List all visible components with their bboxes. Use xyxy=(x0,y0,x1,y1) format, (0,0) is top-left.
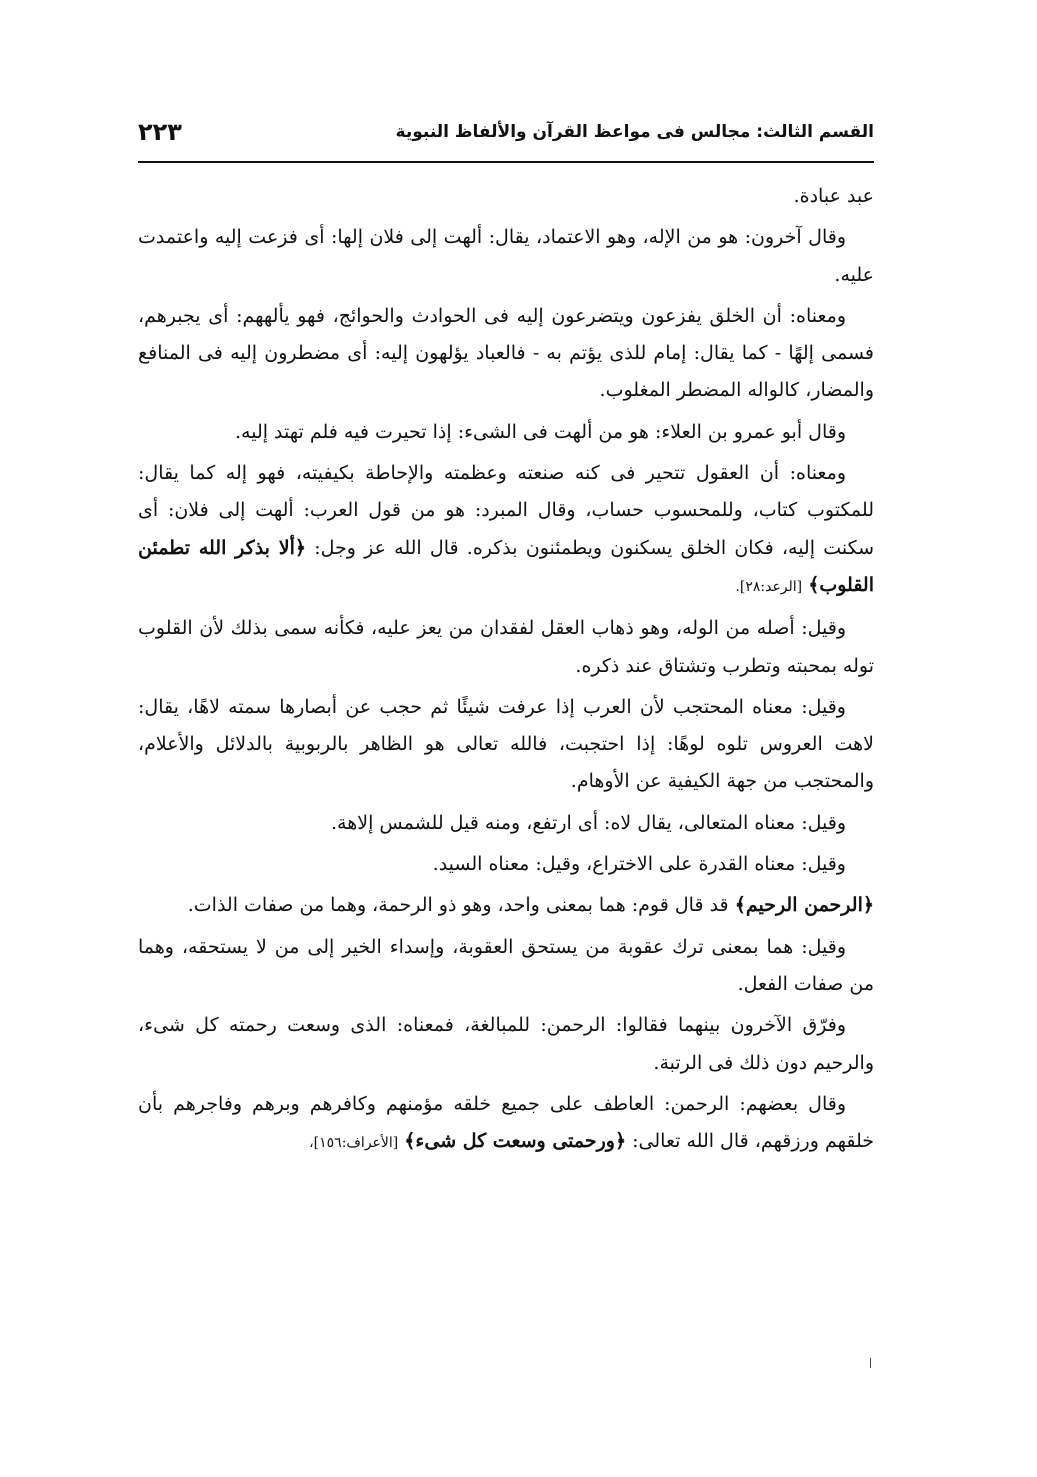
paragraph: وقيل: معناه المتعالى، يقال لاه: أى ارتفع، ومنه قيل للشمس إلاهة. xyxy=(330,811,846,834)
quran-quote: ﴿الرحمن الرحيم﴾ xyxy=(734,894,874,917)
paragraph: ﴿الرحمن الرحيم﴾ قد قال قوم: هما بمعنى واحد، وهو ذو الرحمة، وهما من صفات الذات. xyxy=(187,894,874,917)
paragraph: وفرّق الآخرون بينهما فقالوا: الرحمن: للمبالغة، فمعناه: الذى وسعت رحمته كل شىء، والرحيم دون ذلك فى الرتبة. xyxy=(138,1014,874,1074)
header-divider xyxy=(138,161,874,163)
quran-quote: ﴿ورحمتى وسعت كل شىء﴾ xyxy=(404,1130,627,1153)
paragraph: عبد عبادة. xyxy=(793,185,874,207)
paragraph: وقيل: معناه القدرة على الاختراع، وقيل: معناه السيد. xyxy=(432,853,846,876)
header-title: القسم الثالث: مجالس فى مواعظ القرآن والألفاظ النبوية xyxy=(395,122,874,142)
paragraph: وقيل: أصله من الوله، وهو ذهاب العقل لفقدان من يعز عليه، فكأنه سمى بذلك لأن القلوب توله بمحبته وتطرب وتشتاق عند ذكره. xyxy=(138,617,874,677)
paragraph: وقيل: هما بمعنى ترك عقوبة من يستحق العقوبة، وإسداء الخير إلى من لا يستحقه، وهما من صفات الفعل. xyxy=(138,935,874,995)
quran-quote: ﴿ألا بذكر الله تطمئن القلوب﴾ xyxy=(138,536,874,596)
paragraph: وقال آخرون: هو من الإله، وهو الاعتماد، يقال: ألهت إلى فلان إلها: أى فزعت إليه واعتمدت عليه. xyxy=(138,226,874,286)
paragraph: وقال أبو عمرو بن العلاء: هو من ألهت فى الشىء: إذا تحيرت فيه فلم تهتد إليه. xyxy=(234,420,846,443)
paragraph: وقيل: معناه المحتجب لأن العرب إذا عرفت شيئًا ثم حجب عن أبصارها سمته لاهًا، يقال: لاهت العروس تلوه لوهًا: إذا احتجبت، فالله تعالى هو الظاهر بالربوبية بالدلائل والأعلام، والمحتجب من جهة الكيفية عن الأوهام. xyxy=(138,695,874,793)
running-header xyxy=(138,118,874,154)
page-body xyxy=(138,178,874,1166)
paragraph: ومعناه: أن الخلق يفزعون ويتضرعون إليه فى الحوادث والحوائج، فهو يألههم: أى يجبرهم، فسمى إلهًا - كما يقال: إمام للذى يؤتم به - فالعباد يؤلهون إليه: أى مضطرون إليه فى المنافع والمضار، كالواله المضطر المغلوب. xyxy=(138,304,874,402)
verse-citation: [الأعراف:١٥٦]، xyxy=(309,1135,399,1152)
paragraph: ومعناه: أن العقول تتحير فى كنه صنعته وعظمته والإحاطة بكيفيته، فهو إله كما يقال: للمكتوب كتاب، وللمحسوب حساب، وقال المبرد: هو من قول العرب: ألهت إلى فلان: أى سكنت إليه، فكان الخلق يسكنون ويطمئنون بذكره. قال الله عز وجل: ﴿ألا بذكر الله تطمئن القلوب﴾ [الرعد:٢٨]. xyxy=(138,462,874,596)
verse-citation: [الرعد:٢٨]. xyxy=(735,578,803,595)
page-number: ٢٢٣ xyxy=(138,118,182,146)
scan-mark xyxy=(870,1358,871,1368)
paragraph: وقال بعضهم: الرحمن: العاطف على جميع خلقه مؤمنهم وكافرهم وبرهم وفاجرهم بأن خلقهم ورزقهم، قال الله تعالى: ﴿ورحمتى وسعت كل شىء﴾ [الأعراف:١٥٦]، xyxy=(138,1092,874,1153)
